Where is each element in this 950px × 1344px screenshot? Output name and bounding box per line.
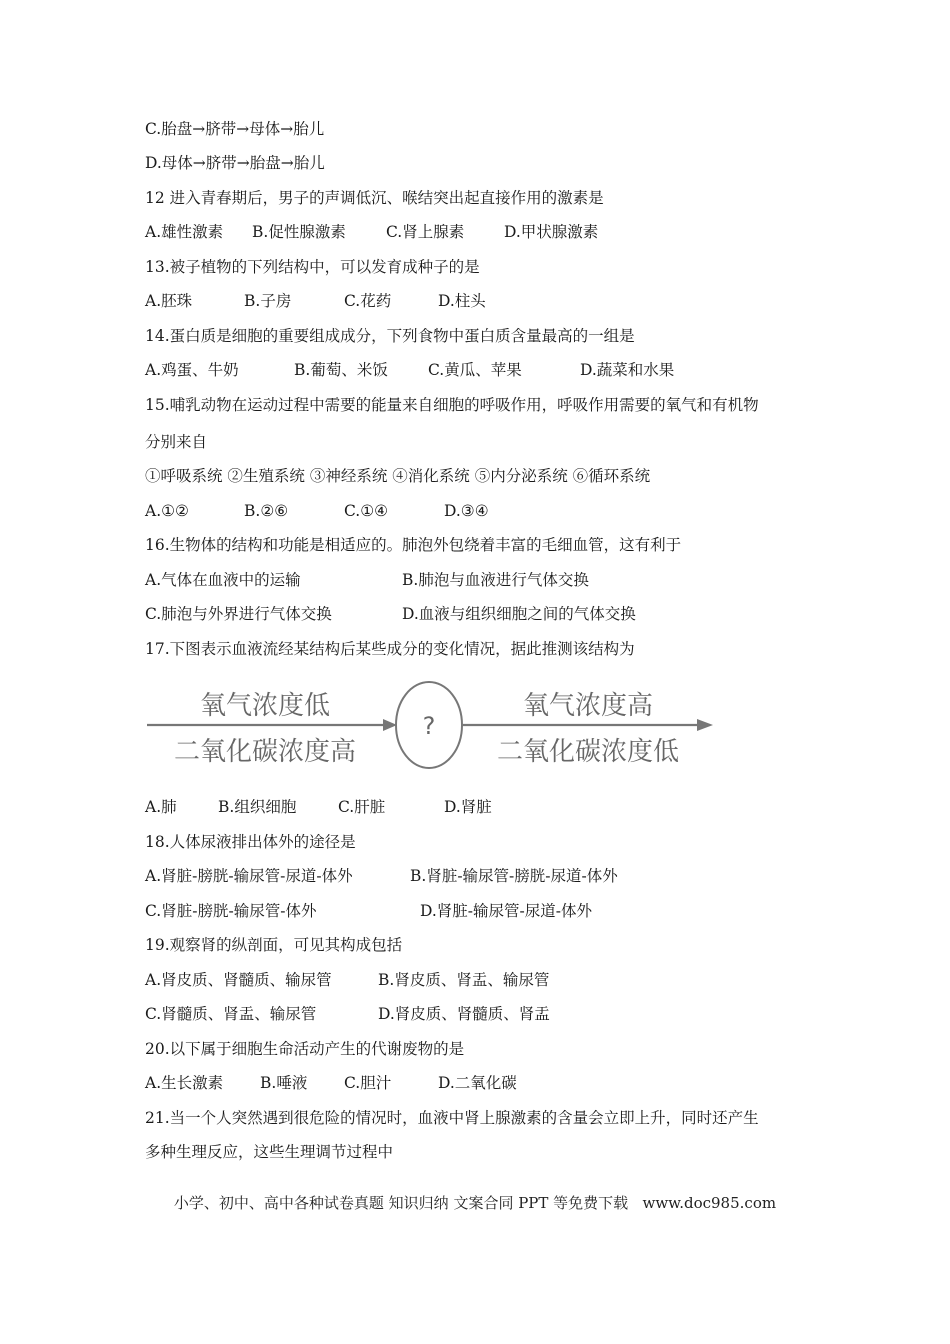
q14-option-b: B.葡萄、米饭 [294,361,388,379]
q20-option-c: C.胆汁 [344,1074,392,1092]
q20-option-a: A.生长激素 [145,1074,224,1092]
q14-option-c: C.黄瓜、苹果 [428,361,522,379]
q14-option-a: A.鸡蛋、牛奶 [145,361,239,379]
q20-option-d: D.二氧化碳 [438,1074,517,1092]
page-footer: 小学、初中、高中各种试卷真题 知识归纳 文案合同 PPT 等免费下载 www.doc985.com [173,1194,777,1212]
q15-systems-list: ①呼吸系统 ②生殖系统 ③神经系统 ④消化系统 ⑤内分泌系统 ⑥循环系统 [145,467,651,485]
q12-stem: 12 进入青春期后，男子的声调低沉、喉结突出起直接作用的激素是 [145,189,604,207]
left-top-label: 氧气浓度低 [199,691,331,721]
q15-option-d: D.③④ [444,502,489,520]
q13-option-a: A.胚珠 [145,292,193,310]
q21-stem-line1: 21.当一个人突然遇到很危险的情况时，血液中肾上腺激素的含量会立即上升，同时还产生 [145,1109,759,1127]
q18-option-d: D.肾脏-输尿管-尿道-体外 [420,902,593,920]
unknown-structure-label: ? [422,712,436,740]
q15-option-c: C.①④ [344,502,389,520]
q12-option-c: C.肾上腺素 [386,223,465,241]
right-arrow-head [697,719,713,731]
q19-option-d: D.肾皮质、肾髓质、肾盂 [378,1005,550,1023]
q13-option-c: C.花药 [344,292,392,310]
q18-option-c: C.肾脏-膀胱-输尿管-体外 [145,902,317,920]
q13-stem: 13.被子植物的下列结构中，可以发育成种子的是 [145,258,480,276]
blood-flow-diagram [145,668,720,780]
q15-option-a: A.①② [145,502,189,520]
q13-option-d: D.柱头 [438,292,486,310]
q19-option-a: A.肾皮质、肾髓质、输尿管 [145,971,332,989]
q18-option-b: B.肾脏-输尿管-膀胱-尿道-体外 [410,867,618,885]
q19-option-b: B.肾皮质、肾盂、输尿管 [378,971,550,989]
q15-stem-line2: 分别来自 [145,433,208,451]
q16-option-b: B.肺泡与血液进行气体交换 [402,571,589,589]
q12-option-b: B.促性腺激素 [252,223,346,241]
q20-option-b: B.唾液 [260,1074,308,1092]
q20-stem: 20.以下属于细胞生命活动产生的代谢废物的是 [145,1040,465,1058]
right-bottom-label: 二氧化碳浓度低 [496,737,680,767]
q16-option-d: D.血液与组织细胞之间的气体交换 [402,605,636,623]
q16-stem: 16.生物体的结构和功能是相适应的。肺泡外包绕着丰富的毛细血管，这有利于 [145,536,682,554]
q17-option-c: C.肝脏 [338,798,386,816]
q11-option-d: D.母体→脐带→胎盘→胎儿 [145,154,325,172]
left-arrow-head [383,719,397,731]
right-top-label: 氧气浓度高 [522,691,654,721]
q17-option-d: D.肾脏 [444,798,492,816]
q18-option-a: A.肾脏-膀胱-输尿管-尿道-体外 [145,867,353,885]
q15-option-b: B.②⑥ [244,502,289,520]
q11-option-c: C.胎盘→脐带→母体→胎儿 [145,120,325,138]
q14-option-d: D.蔬菜和水果 [580,361,675,379]
q15-stem-line1: 15.哺乳动物在运动过程中需要的能量来自细胞的呼吸作用，呼吸作用需要的氧气和有机物 [145,396,759,414]
q13-option-b: B.子房 [244,292,292,310]
q19-option-c: C.肾髓质、肾盂、输尿管 [145,1005,317,1023]
q17-option-b: B.组织细胞 [218,798,297,816]
q16-option-c: C.肺泡与外界进行气体交换 [145,605,332,623]
q19-stem: 19.观察肾的纵剖面，可见其构成包括 [145,936,403,954]
q17-option-a: A.肺 [145,798,177,816]
q18-stem: 18.人体尿液排出体外的途径是 [145,833,356,851]
q14-stem: 14.蛋白质是细胞的重要组成成分，下列食物中蛋白质含量最高的一组是 [145,327,635,345]
q12-option-d: D.甲状腺激素 [504,223,599,241]
q17-stem: 17.下图表示血液流经某结构后某些成分的变化情况，据此推测该结构为 [145,640,635,658]
left-bottom-label: 二氧化碳浓度高 [173,737,357,767]
q21-stem-line2: 多种生理反应，这些生理调节过程中 [145,1143,394,1161]
q12-option-a: A.雄性激素 [145,223,224,241]
q16-option-a: A.气体在血液中的运输 [145,571,301,589]
